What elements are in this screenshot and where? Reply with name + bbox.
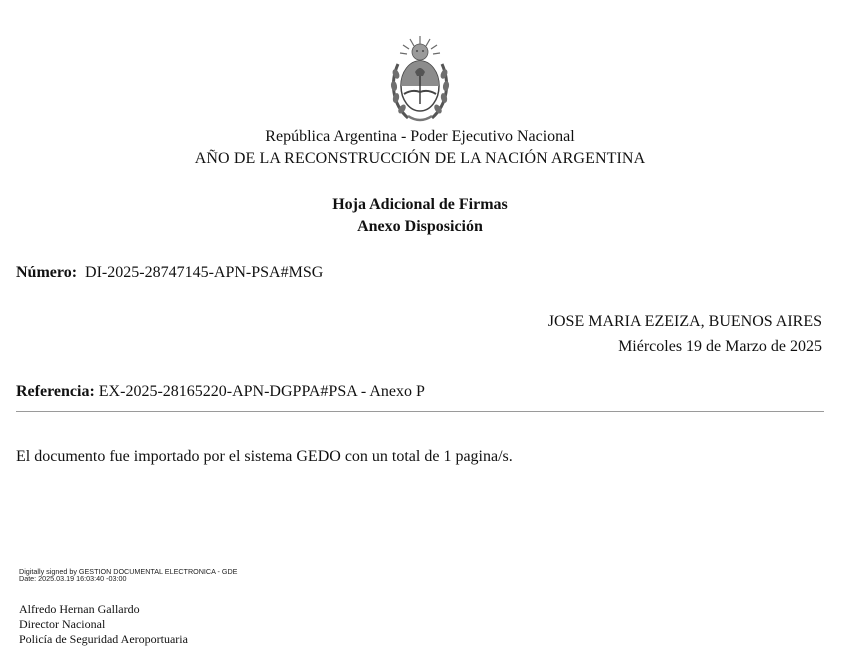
header-line-1: República Argentina - Poder Ejecutivo Nacional (265, 128, 575, 145)
digital-signature-date: Date: 2025.03.19 16:03:40 -03:00 (19, 574, 127, 583)
referencia-row (16, 383, 425, 401)
numero-label: Número: (16, 264, 78, 281)
referencia-label: Referencia: (16, 383, 95, 400)
digital-signature-line: Digitally signed by GESTION DOCUMENTAL ELECTRONICA - GDE (19, 567, 238, 576)
body-paragraph: El documento fue importado por el sistema GEDO con un total de 1 pagina/s. (16, 448, 513, 465)
numero-value: DI-2025-28747145-APN-PSA#MSG (85, 264, 324, 281)
signer-organization: Policía de Seguridad Aeroportuaria (19, 632, 188, 646)
section-divider (16, 411, 824, 412)
document-title: Hoja Adicional de Firmas (332, 196, 508, 213)
header-line-2: AÑO DE LA RECONSTRUCCIÓN DE LA NACIÓN ARGENTINA (194, 150, 646, 167)
coat-of-arms-seal (388, 34, 452, 126)
document-subtitle: Anexo Disposición (357, 218, 483, 235)
referencia-value: EX-2025-28165220-APN-DGPPA#PSA - Anexo P (98, 383, 425, 400)
date-text: Miércoles 19 de Marzo de 2025 (618, 338, 822, 355)
place-text: JOSE MARIA EZEIZA, BUENOS AIRES (547, 313, 822, 330)
numero-row (16, 264, 323, 282)
signer-position: Director Nacional (19, 617, 106, 631)
signer-name: Alfredo Hernan Gallardo (19, 602, 140, 616)
